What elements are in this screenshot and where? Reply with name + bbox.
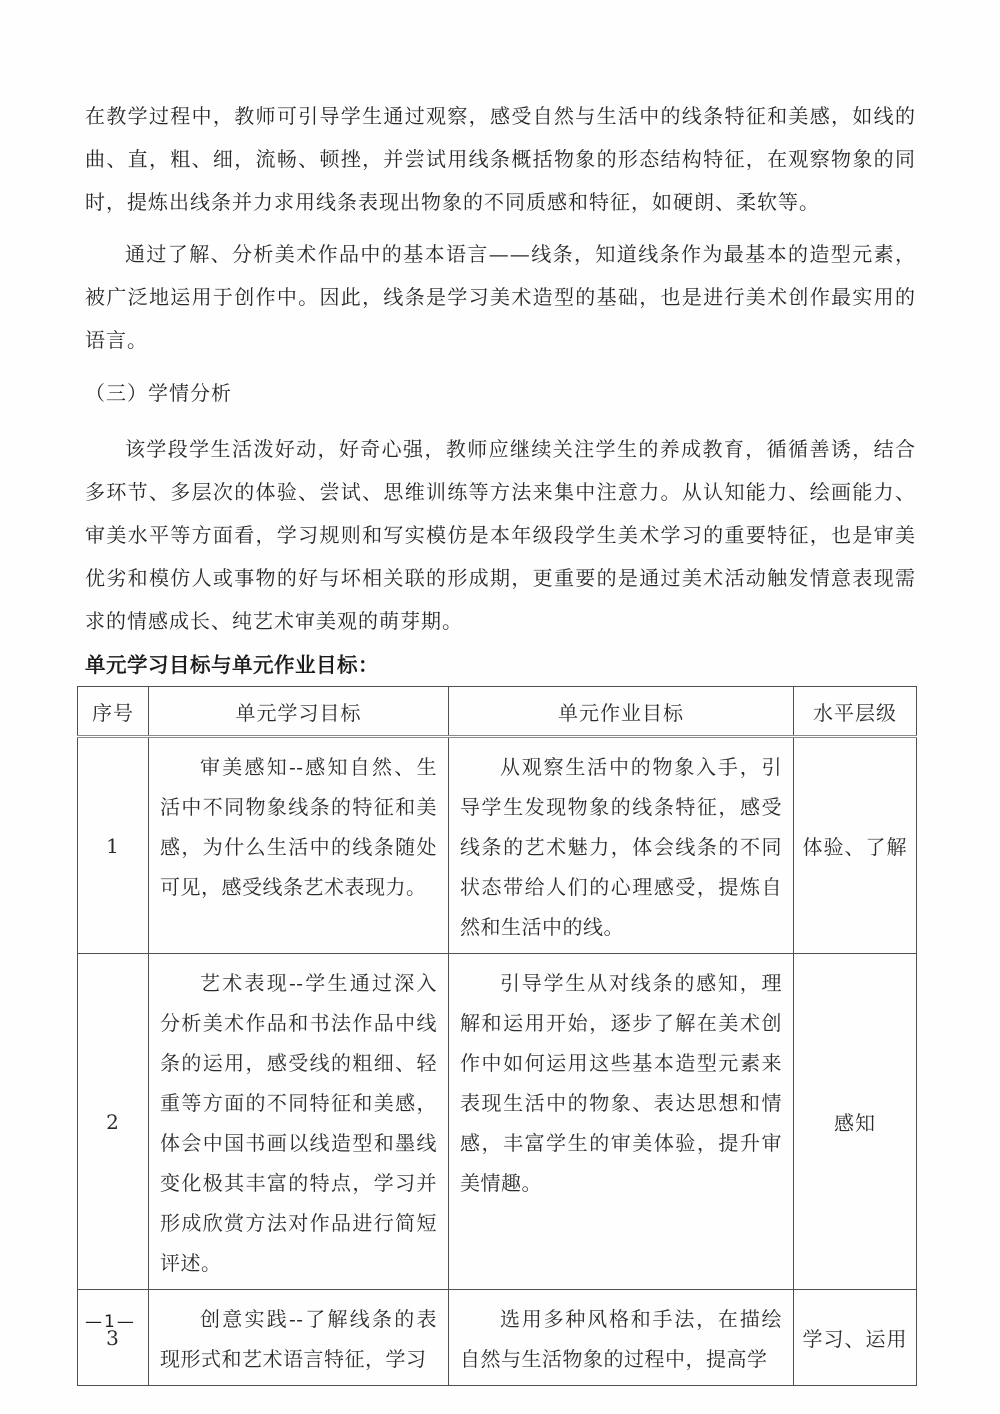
cell-learning-goal: 创意实践--了解线条的表现形式和艺术语言特征，学习: [149, 1290, 449, 1386]
cell-level: 体验、了解: [794, 737, 917, 954]
document-content: [85, 95, 916, 1386]
cell-learning-goal: 艺术表现--学生通过深入分析美术作品和书法作品中线条的运用，感受线的粗细、轻重等方面的不同特征和美感，体会中国书画以线造型和墨线变化极其丰富的特点，学习并形成欣赏方法对作品进行简短评述。: [149, 954, 449, 1290]
table-row: [78, 1290, 917, 1386]
table-title: 单元学习目标与单元作业目标：: [85, 653, 379, 677]
cell-number: 2: [78, 954, 149, 1290]
col-header-homework-goal: 单元作业目标: [449, 687, 794, 737]
section-heading-learning-analysis: （三）学情分析: [85, 381, 232, 405]
paragraph-teaching-process: 在教学过程中，教师可引导学生通过观察，感受自然与生活中的线条特征和美感，如线的曲、直，粗、细，流畅、顿挫，并尝试用线条概括物象的形态结构特征，在观察物象的同时，提炼出线条并力求用线条表现出物象的不同质感和特征，如硬朗、柔软等。: [85, 104, 916, 214]
cell-number: 3: [78, 1290, 149, 1386]
cell-number: 1: [78, 737, 149, 954]
paragraph-line-language: 通过了解、分析美术作品中的基本语言——线条，知道线条作为最基本的造型元素，被广泛地运用于创作中。因此，线条是学习美术造型的基础，也是进行美术创作最实用的语言。: [85, 242, 916, 352]
cell-homework-goal: 引导学生从对线条的感知，理解和运用开始，逐步了解在美术创作中如何运用这些基本造型元素来表现生活中的物象、表达思想和情感，丰富学生的审美体验，提升审美情趣。: [449, 954, 794, 1290]
cell-level: 学习、运用: [794, 1290, 917, 1386]
cell-homework-goal: 选用多种风格和手法，在描绘自然与生活物象的过程中，提高学: [449, 1290, 794, 1386]
cell-learning-goal: 审美感知--感知自然、生活中不同物象线条的特征和美感，为什么生活中的线条随处可见，感受线条艺术表现力。: [149, 737, 449, 954]
table-row: [78, 954, 917, 1290]
cell-level: 感知: [794, 954, 917, 1290]
col-header-number: 序号: [78, 687, 149, 737]
col-header-level: 水平层级: [794, 687, 917, 737]
page-number: —1—: [85, 1312, 136, 1332]
unit-goals-table: [77, 686, 917, 1386]
table-row: [78, 737, 917, 954]
paragraph-student-analysis: 该学段学生活泼好动，好奇心强，教师应继续关注学生的养成教育，循循善诱，结合多环节、多层次的体验、尝试、思维训练等方法来集中注意力。从认知能力、绘画能力、审美水平等方面看，学习规则和写实模仿是本年级段学生美术学习的重要特征，也是审美优劣和模仿人或事物的好与坏相关联的形成期，更重要的是通过美术活动触发情意表现需求的情感成长、纯艺术审美观的萌芽期。: [85, 437, 916, 633]
table-header-row: [78, 687, 917, 737]
cell-homework-goal: 从观察生活中的物象入手，引导学生发现物象的线条特征，感受线条的艺术魅力，体会线条的不同状态带给人们的心理感受，提炼自然和生活中的线。: [449, 737, 794, 954]
col-header-learning-goal: 单元学习目标: [149, 687, 449, 737]
